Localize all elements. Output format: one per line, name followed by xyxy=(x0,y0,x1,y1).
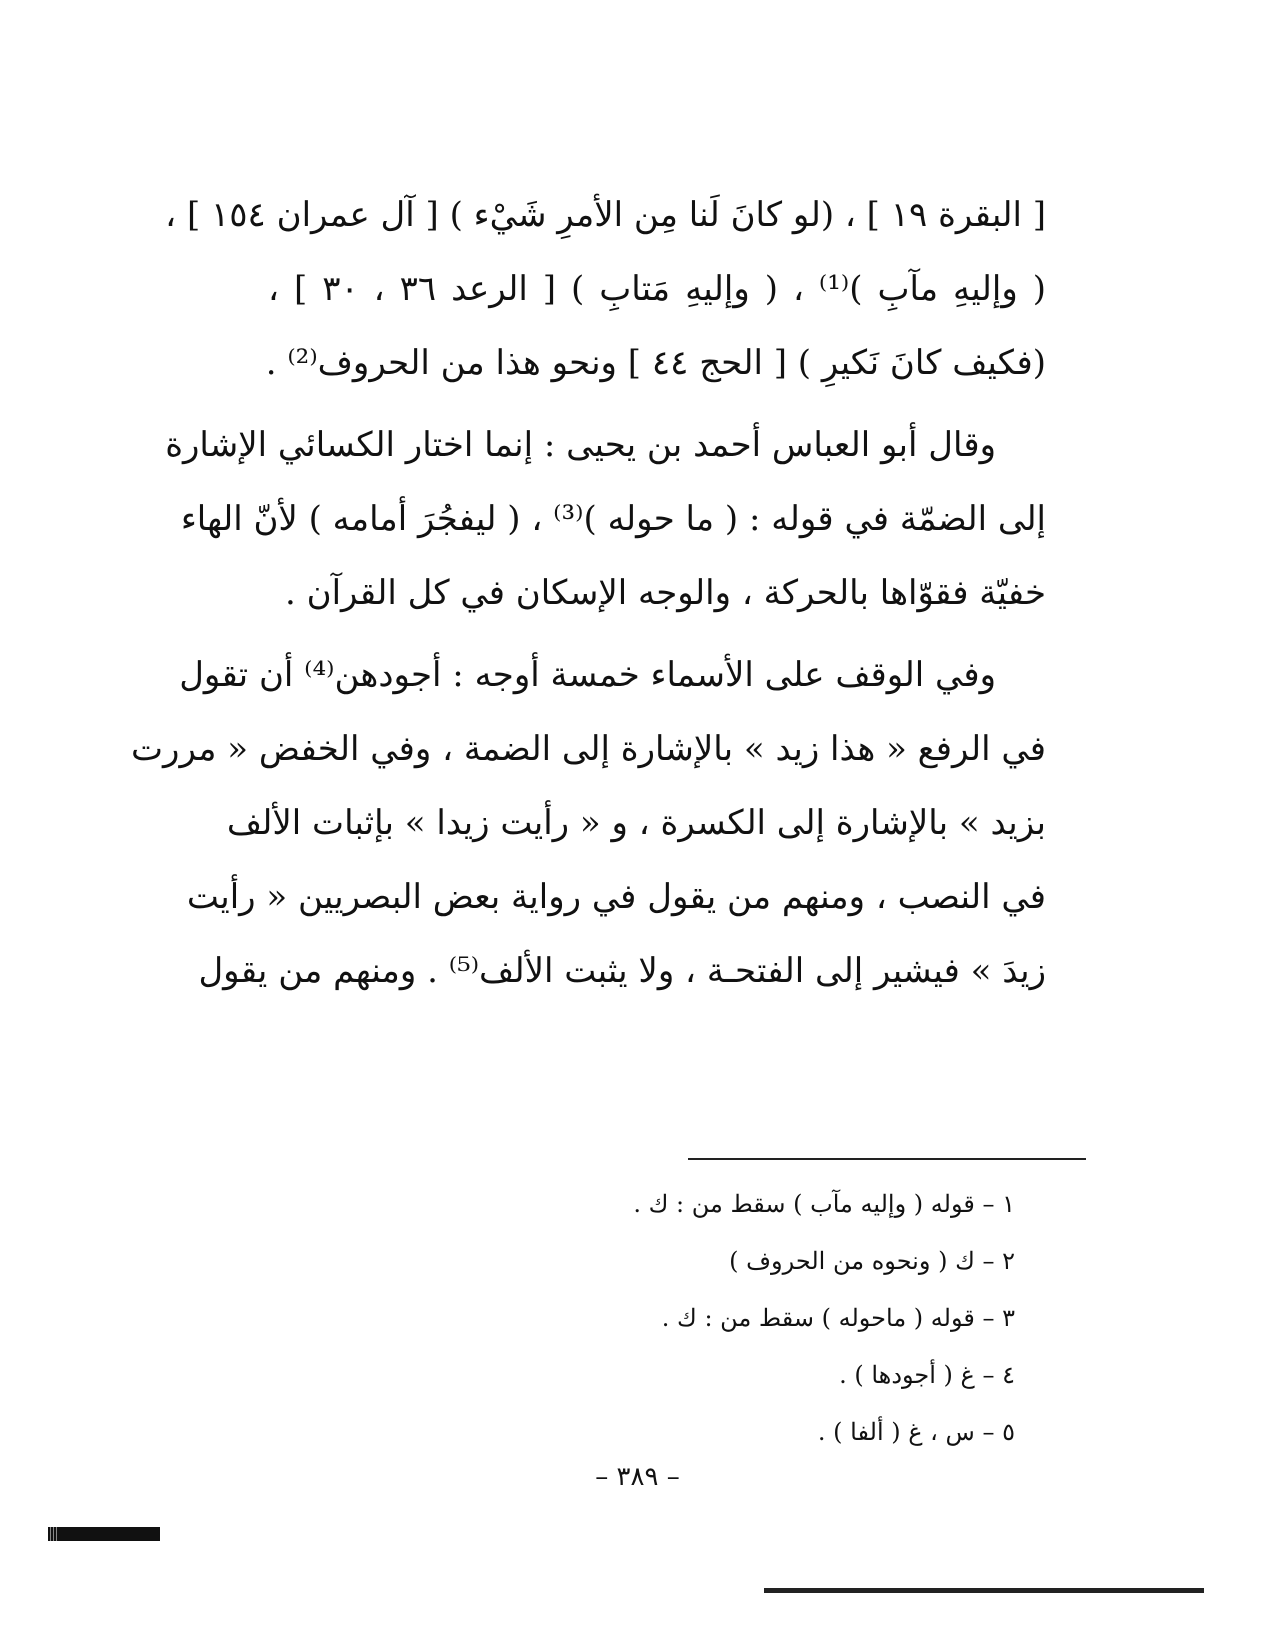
text-line: في النصب ، ومنهم من يقول في رواية بعض البصريين « رأيت xyxy=(186,877,1046,917)
text-line: [ البقرة ١٩ ] ، (لو كانَ لَنا مِن الأمرِ شَيْء ) [ آل عمران ١٥٤ ] ، xyxy=(165,195,1046,235)
footnote: ٥ – س ، غ ( ألفا ) . xyxy=(817,1418,1015,1446)
text-line: (فكيف كانَ نَكيرِ ) [ الحج ٤٤ ] ونحو هذا من الحروف⁽²⁾ . xyxy=(265,343,1046,383)
footnote: ٣ – قوله ( ماحوله ) سقط من : ك . xyxy=(661,1304,1015,1332)
text-line: خفيّة فقوّاها بالحركة ، والوجه الإسكان في كل القرآن . xyxy=(285,573,1046,613)
footnote-separator xyxy=(688,1158,1086,1160)
text-line: وقال أبو العباس أحمد بن يحيى : إنما اختار الكسائي الإشارة xyxy=(165,425,996,465)
text-line: إلى الضمّة في قوله : ( ما حوله )⁽³⁾ ، ( ليفجُرَ أمامه ) لأنّ الهاء xyxy=(180,499,1046,539)
bottom-rule xyxy=(764,1588,1204,1593)
page-number: – ٣٨٩ – xyxy=(595,1462,680,1492)
scan-artifact xyxy=(48,1527,160,1541)
text-line: بزيد » بالإشارة إلى الكسرة ، و « رأيت زيدا » بإثبات الألف xyxy=(226,803,1046,843)
footnote: ٤ – غ ( أجودها ) . xyxy=(839,1361,1015,1389)
footnote: ١ – قوله ( وإليه مآب ) سقط من : ك . xyxy=(633,1190,1015,1218)
text-line: وفي الوقف على الأسماء خمسة أوجه : أجودهن⁽⁴⁾ أن تقول xyxy=(179,655,996,695)
footnote: ٢ – ك ( ونحوه من الحروف ) xyxy=(729,1247,1015,1275)
main-text xyxy=(131,178,1046,1008)
text-line: في الرفع « هذا زيد » بالإشارة إلى الضمة ، وفي الخفض « مررت xyxy=(131,729,1046,769)
text-line: زيدَ » فيشير إلى الفتحـة ، ولا يثبت الألف⁽⁵⁾ . ومنهم من يقول xyxy=(198,951,1046,991)
footnotes xyxy=(633,1176,1015,1461)
text-line: ( وإليهِ مآبِ )⁽¹⁾ ، ( وإليهِ مَتابِ ) [ الرعد ٣٦ ، ٣٠ ] ، xyxy=(268,269,1046,309)
